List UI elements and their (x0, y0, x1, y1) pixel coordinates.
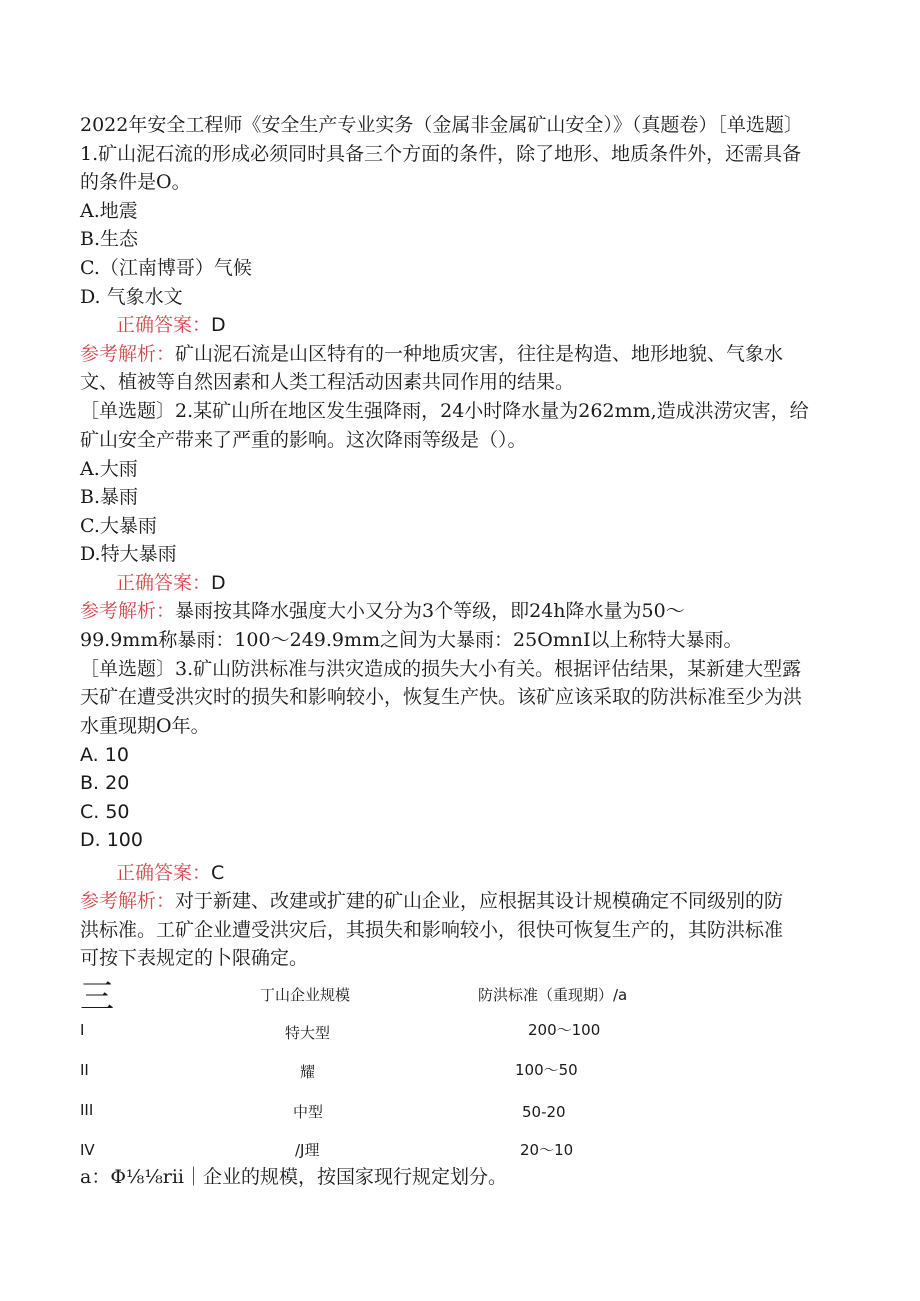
table-row-4-standard: 20～10 (520, 1141, 574, 1159)
question-3-stem-line-1: ［单选题〕3.矿山防洪标准与洪灾造成的损失大小有关。根据评估结果，某新建大型露 (80, 658, 802, 680)
question-2-stem-line-1: ［单选题〕2.某矿山所在地区发生强降雨，24小时降水量为262mm,造成洪涝灾害，给 (80, 400, 809, 422)
answer-label: 正确答案： (116, 572, 212, 594)
question-3-stem-line-3: 水重现期O年。 (80, 715, 210, 737)
table-row-3-scale: 中型 (293, 1103, 324, 1121)
table-row-3-standard: 50-20 (522, 1103, 566, 1121)
question-2-option-d: D.特大暴雨 (80, 543, 177, 565)
answer-value: D (211, 314, 226, 336)
question-3-stem-line-2: 天矿在遭受洪灾时的损失和影响较小，恢复生产快。该矿应该采取的防洪标准至少为洪 (80, 686, 803, 708)
table-row-4-scale: /J理 (295, 1141, 320, 1159)
question-2-option-c: C.大暴雨 (80, 515, 157, 537)
question-2-option-b: B.暴雨 (80, 486, 139, 508)
question-1-option-b: B.生态 (80, 228, 139, 250)
question-1-option-d: D. 气象水文 (80, 286, 183, 308)
question-1-option-c: C.（江南博哥）气候 (80, 257, 252, 279)
table-footnote: a：Φ⅛⅛rii｜企业的规模，按国家现行规定划分。 (80, 1166, 507, 1188)
question-1-analysis-line-2: 文、植被等自然因素和人类工程活动因素共同作用的结果。 (80, 371, 575, 393)
table-row-2-grade: II (80, 1061, 89, 1079)
question-3-analysis-line-1 (80, 887, 783, 915)
question-3-option-b: B. 20 (80, 772, 130, 794)
table-row-1-standard: 200～100 (528, 1021, 601, 1039)
question-3-answer (116, 859, 224, 887)
answer-value: D (211, 572, 226, 594)
question-3-option-a: A. 10 (80, 744, 129, 766)
table-row-2-standard: 100～50 (515, 1061, 578, 1079)
question-2-analysis-line-2: 99.9mm称暴雨：100～249.9mm之间为大暴雨：25OmnI以上称特大暴雨。 (80, 629, 743, 651)
question-2-option-a: A.大雨 (80, 458, 138, 480)
table-row-4-grade: IV (80, 1141, 95, 1159)
answer-label: 正确答案： (116, 862, 212, 884)
table-row-1-scale: 特大型 (285, 1024, 331, 1042)
table-row-1-grade: I (80, 1021, 85, 1039)
table-header-cell-3: 防洪标准（重现期）/a (478, 986, 628, 1004)
table-row-3-grade: III (80, 1101, 94, 1119)
analysis-label: 参考解析： (80, 890, 176, 912)
question-1-stem-line-1: 1.矿山泥石流的形成必须同时具备三个方面的条件，除了地形、地质条件外，还需具备 (80, 143, 802, 165)
analysis-label: 参考解析： (80, 343, 176, 365)
analysis-label: 参考解析： (80, 600, 176, 622)
question-1-option-a: A.地震 (80, 200, 138, 222)
table-header-cell-2: 丁山企业规模 (260, 986, 351, 1004)
analysis-text: 对于新建、改建或扩建的矿山企业，应根据其设计规模确定不同级别的防 (175, 890, 784, 912)
question-1-stem-line-2: 的条件是O。 (80, 171, 191, 193)
question-2-answer (116, 569, 226, 597)
answer-value: C (211, 862, 225, 884)
question-2-analysis-line-1 (80, 597, 685, 625)
document-title: 2022年安全工程师《安全生产专业实务（金属非金属矿山安全）》（真题卷）［单选题〕 (80, 114, 803, 136)
question-3-analysis-line-3: 可按下表规定的卜限确定。 (80, 947, 309, 969)
question-3-option-d: D. 100 (80, 829, 143, 851)
question-3-analysis-line-2: 洪标准。工矿企业遭受洪灾后，其损失和影响较小，很快可恢复生产的，其防洪标准 (80, 919, 784, 941)
question-2-stem-line-2: 矿山安全产带来了严重的影响。这次降雨等级是（）。 (80, 429, 527, 451)
answer-label: 正确答案： (116, 314, 212, 336)
table-header-cell-1: 三 (80, 977, 114, 1017)
question-3-option-c: C. 50 (80, 801, 130, 823)
analysis-text: 矿山泥石流是山区特有的一种地质灾害，往往是构造、地形地貌、气象水 (175, 343, 784, 365)
question-1-analysis-line-1 (80, 340, 783, 368)
table-row-2-scale: 耀 (300, 1063, 316, 1081)
analysis-text: 暴雨按其降水强度大小又分为3个等级，即24h降水量为50～ (175, 600, 685, 622)
question-1-answer (116, 311, 226, 339)
